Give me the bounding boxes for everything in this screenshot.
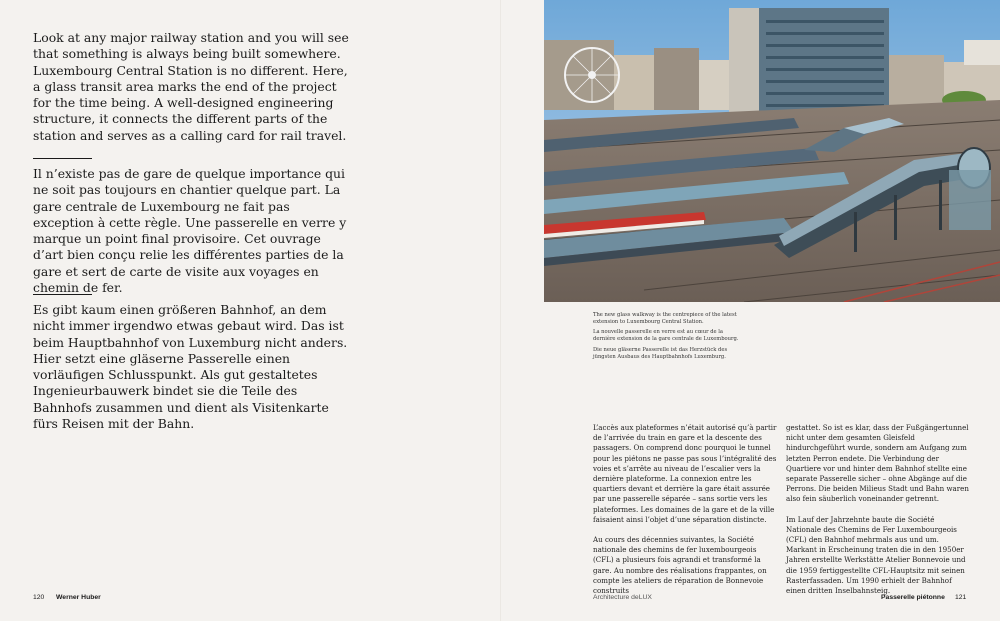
body-column-french — [593, 423, 778, 606]
body-column-german — [786, 423, 971, 606]
paragraph: Im Lauf der Jahrzehnte baute die Société Nationale des Chemins de Fer Luxembourgeois (CFL) den Bahnhof mehrmals aus und um. Markant in Erscheinung traten die in den 1950er Jahren erstellte Werkstätte Atelier Bonnevoie und die 1959 fertiggestellte CFL-Hauptsitz mit seinen Rasterfassaden. Um 1990 erhielt der Bahnhof einen dritten Inselbahnsteig. — [786, 514, 966, 596]
author-name: Werner Huber — [56, 594, 101, 601]
caption-english: The new glass walkway is the centrepiece of the latest extension to Luxembourg Central Station. — [593, 312, 737, 325]
book-title: Architecture deLUX — [593, 594, 652, 601]
paragraph: L’accès aux plateformes n’était autorisé qu’à partir de l’arrivée du train en gare et la descente des passagers. On comprend donc pourquoi le tunnel pour les piétons ne passe pas sous l’intégralité des voies et s’arrête au niveau de l’escalier vers la dernière plateforme. La connexion entre les quartiers devant et derrière la gare était assurée par une passerelle séparée – sans sortie vers les plateformes. Les domaines de la gare et de la ville faisaient ainsi l’objet d’une séparation distincte. — [593, 423, 777, 524]
intro-text-german: Es gibt kaum einen größeren Bahnhof, an dem nicht immer irgendwo etwas gebaut wird. Das ist beim Hauptbahnhof von Luxemburg nicht anders. Hier setzt eine gläserne Passerelle einen vorläufigen Schlusspunkt. Als gut gestaltetes Ingenieurbauwerk bindet sie die Teile des Bahnhofs zusammen und dient als Visitenkarte fürs Reisen mit der Bahn. — [33, 302, 348, 432]
paragraph: gestattet. So ist es klar, dass der Fußgängertunnel nicht unter dem gesamten Gleisfeld hindurchgeführt wurde, sondern am Aufgang zum letzten Perron endete. Die Verbindung der Quartiere vor und hinter dem Bahnhof stellte eine separate Passerelle sicher – ohne Abgänge auf die Perrons. Die beiden Milieus Stadt und Bahn waren also fein säuberlich voneinander getrennt. — [786, 423, 969, 504]
page-number-left: 120 — [33, 594, 45, 601]
station-photograph — [544, 0, 1000, 302]
section-title: Passerelle piétonne — [881, 594, 945, 601]
section-rule — [33, 294, 92, 295]
paragraph: Au cours des décennies suivantes, la Société nationale des chemins de fer luxembourgeois (CFL) a plusieurs fois agrandi et transformé la gare. Au nombre des réalisations frappantes, on compte les ateliers de réparation de Bonnevoie construits — [593, 535, 767, 596]
intro-text-french: Il n’existe pas de gare de quelque importance qui ne soit pas toujours en chantier quelque part. La gare centrale de Luxembourg ne fait pas exception à cette règle. Une passerelle en verre y marque un point final provisoire. Cet ouvrage d’art bien conçu relie les différentes parties de la gare et sert de carte de visite aux voyages en chemin de fer. — [33, 166, 347, 296]
caption-french: La nouvelle passerelle en verre est au cœur de la dernière extension de la gare centrale de Luxembourg. — [593, 329, 739, 343]
intro-text-english: Look at any major railway station and you will see that something is always being built somewhere. Luxembourg Central Station is no different. Here, a glass transit area marks the end of the project for the time being. A well-designed engineering structure, it connects the different parts of the station and serves as a calling card for rail travel. — [33, 30, 349, 143]
photo-captions — [593, 312, 743, 364]
section-rule — [33, 158, 92, 159]
page-number-right: 121 — [955, 594, 967, 601]
caption-german: Die neue gläserne Passerelle ist das Herzstück des jüngsten Ausbaus des Hauptbahnhofs Luxemburg. — [593, 346, 728, 360]
spread-gutter — [500, 0, 501, 621]
